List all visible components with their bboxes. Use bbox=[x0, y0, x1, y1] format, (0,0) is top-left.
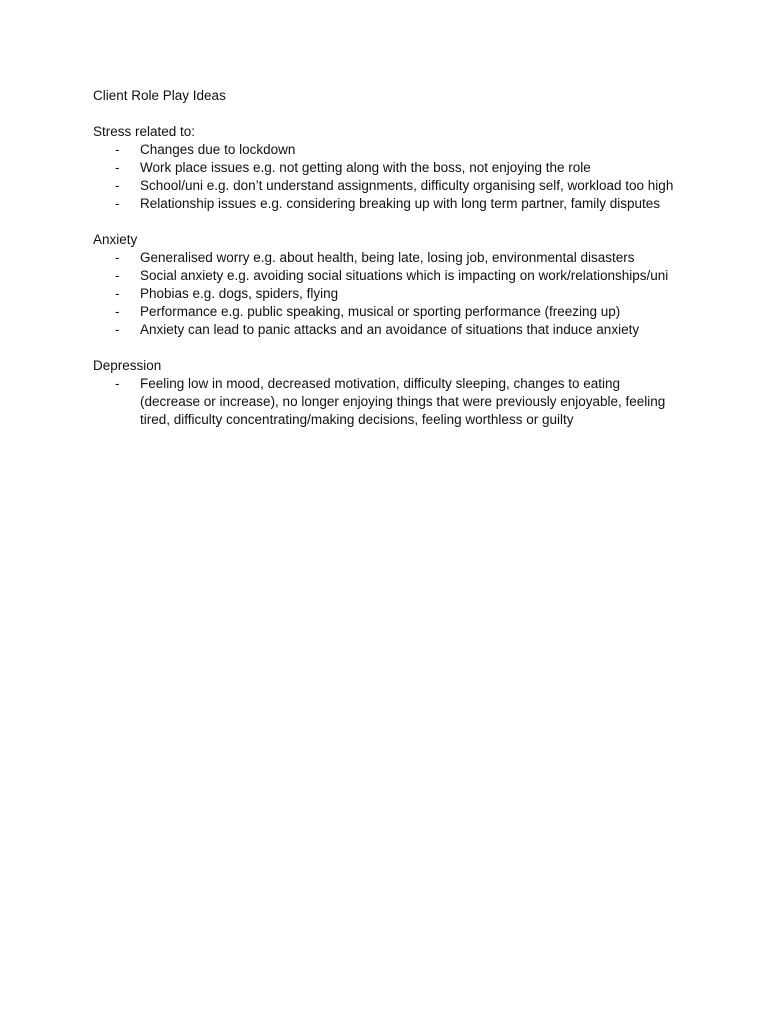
section-anxiety bbox=[93, 231, 693, 339]
section-stress bbox=[93, 123, 693, 213]
bullet-marker: - bbox=[115, 250, 120, 265]
list-item bbox=[93, 141, 680, 159]
document-title: Client Role Play Ideas bbox=[93, 88, 226, 103]
list-item bbox=[93, 249, 680, 267]
bullet-list bbox=[93, 249, 693, 339]
list-item-text: Performance e.g. public speaking, musical or sporting performance (freezing up) bbox=[140, 304, 621, 319]
list-item-text: Changes due to lockdown bbox=[140, 142, 296, 157]
list-item bbox=[93, 303, 680, 321]
list-item bbox=[93, 375, 680, 429]
bullet-marker: - bbox=[115, 322, 120, 337]
list-item bbox=[93, 267, 680, 285]
list-item-text: School/uni e.g. don’t understand assignments, difficulty organising self, workload too high bbox=[140, 178, 674, 193]
list-item-text: Generalised worry e.g. about health, being late, losing job, environmental disasters bbox=[140, 250, 635, 265]
bullet-marker: - bbox=[115, 286, 120, 301]
list-item bbox=[93, 177, 680, 195]
bullet-marker: - bbox=[115, 178, 120, 193]
list-item-text: Anxiety can lead to panic attacks and an avoidance of situations that induce anxiety bbox=[140, 322, 640, 337]
bullet-list bbox=[93, 141, 693, 213]
list-item bbox=[93, 321, 680, 339]
bullet-marker: - bbox=[115, 304, 120, 319]
list-item-text: Relationship issues e.g. considering breaking up with long term partner, family disputes bbox=[140, 196, 661, 211]
section-depression bbox=[93, 357, 693, 429]
bullet-marker: - bbox=[115, 376, 120, 391]
section-heading: Anxiety bbox=[93, 232, 138, 247]
list-item-text: Feeling low in mood, decreased motivation, difficulty sleeping, changes to eating (decrease or increase), no longer enjoying things that were previously enjoyable, feeling tired, difficulty concentrating/making decisions, feeling worthless or guilty bbox=[140, 376, 666, 427]
section-heading: Depression bbox=[93, 358, 162, 373]
list-item bbox=[93, 195, 680, 213]
section-heading: Stress related to: bbox=[93, 124, 196, 139]
list-item bbox=[93, 159, 680, 177]
bullet-marker: - bbox=[115, 268, 120, 283]
document-body bbox=[93, 87, 693, 447]
list-item-text: Phobias e.g. dogs, spiders, flying bbox=[140, 286, 339, 301]
bullet-marker: - bbox=[115, 160, 120, 175]
list-item bbox=[93, 285, 680, 303]
bullet-list bbox=[93, 375, 693, 429]
list-item-text: Work place issues e.g. not getting along with the boss, not enjoying the role bbox=[140, 160, 591, 175]
bullet-marker: - bbox=[115, 196, 120, 211]
bullet-marker: - bbox=[115, 142, 120, 157]
list-item-text: Social anxiety e.g. avoiding social situations which is impacting on work/relationships/uni bbox=[140, 268, 669, 283]
